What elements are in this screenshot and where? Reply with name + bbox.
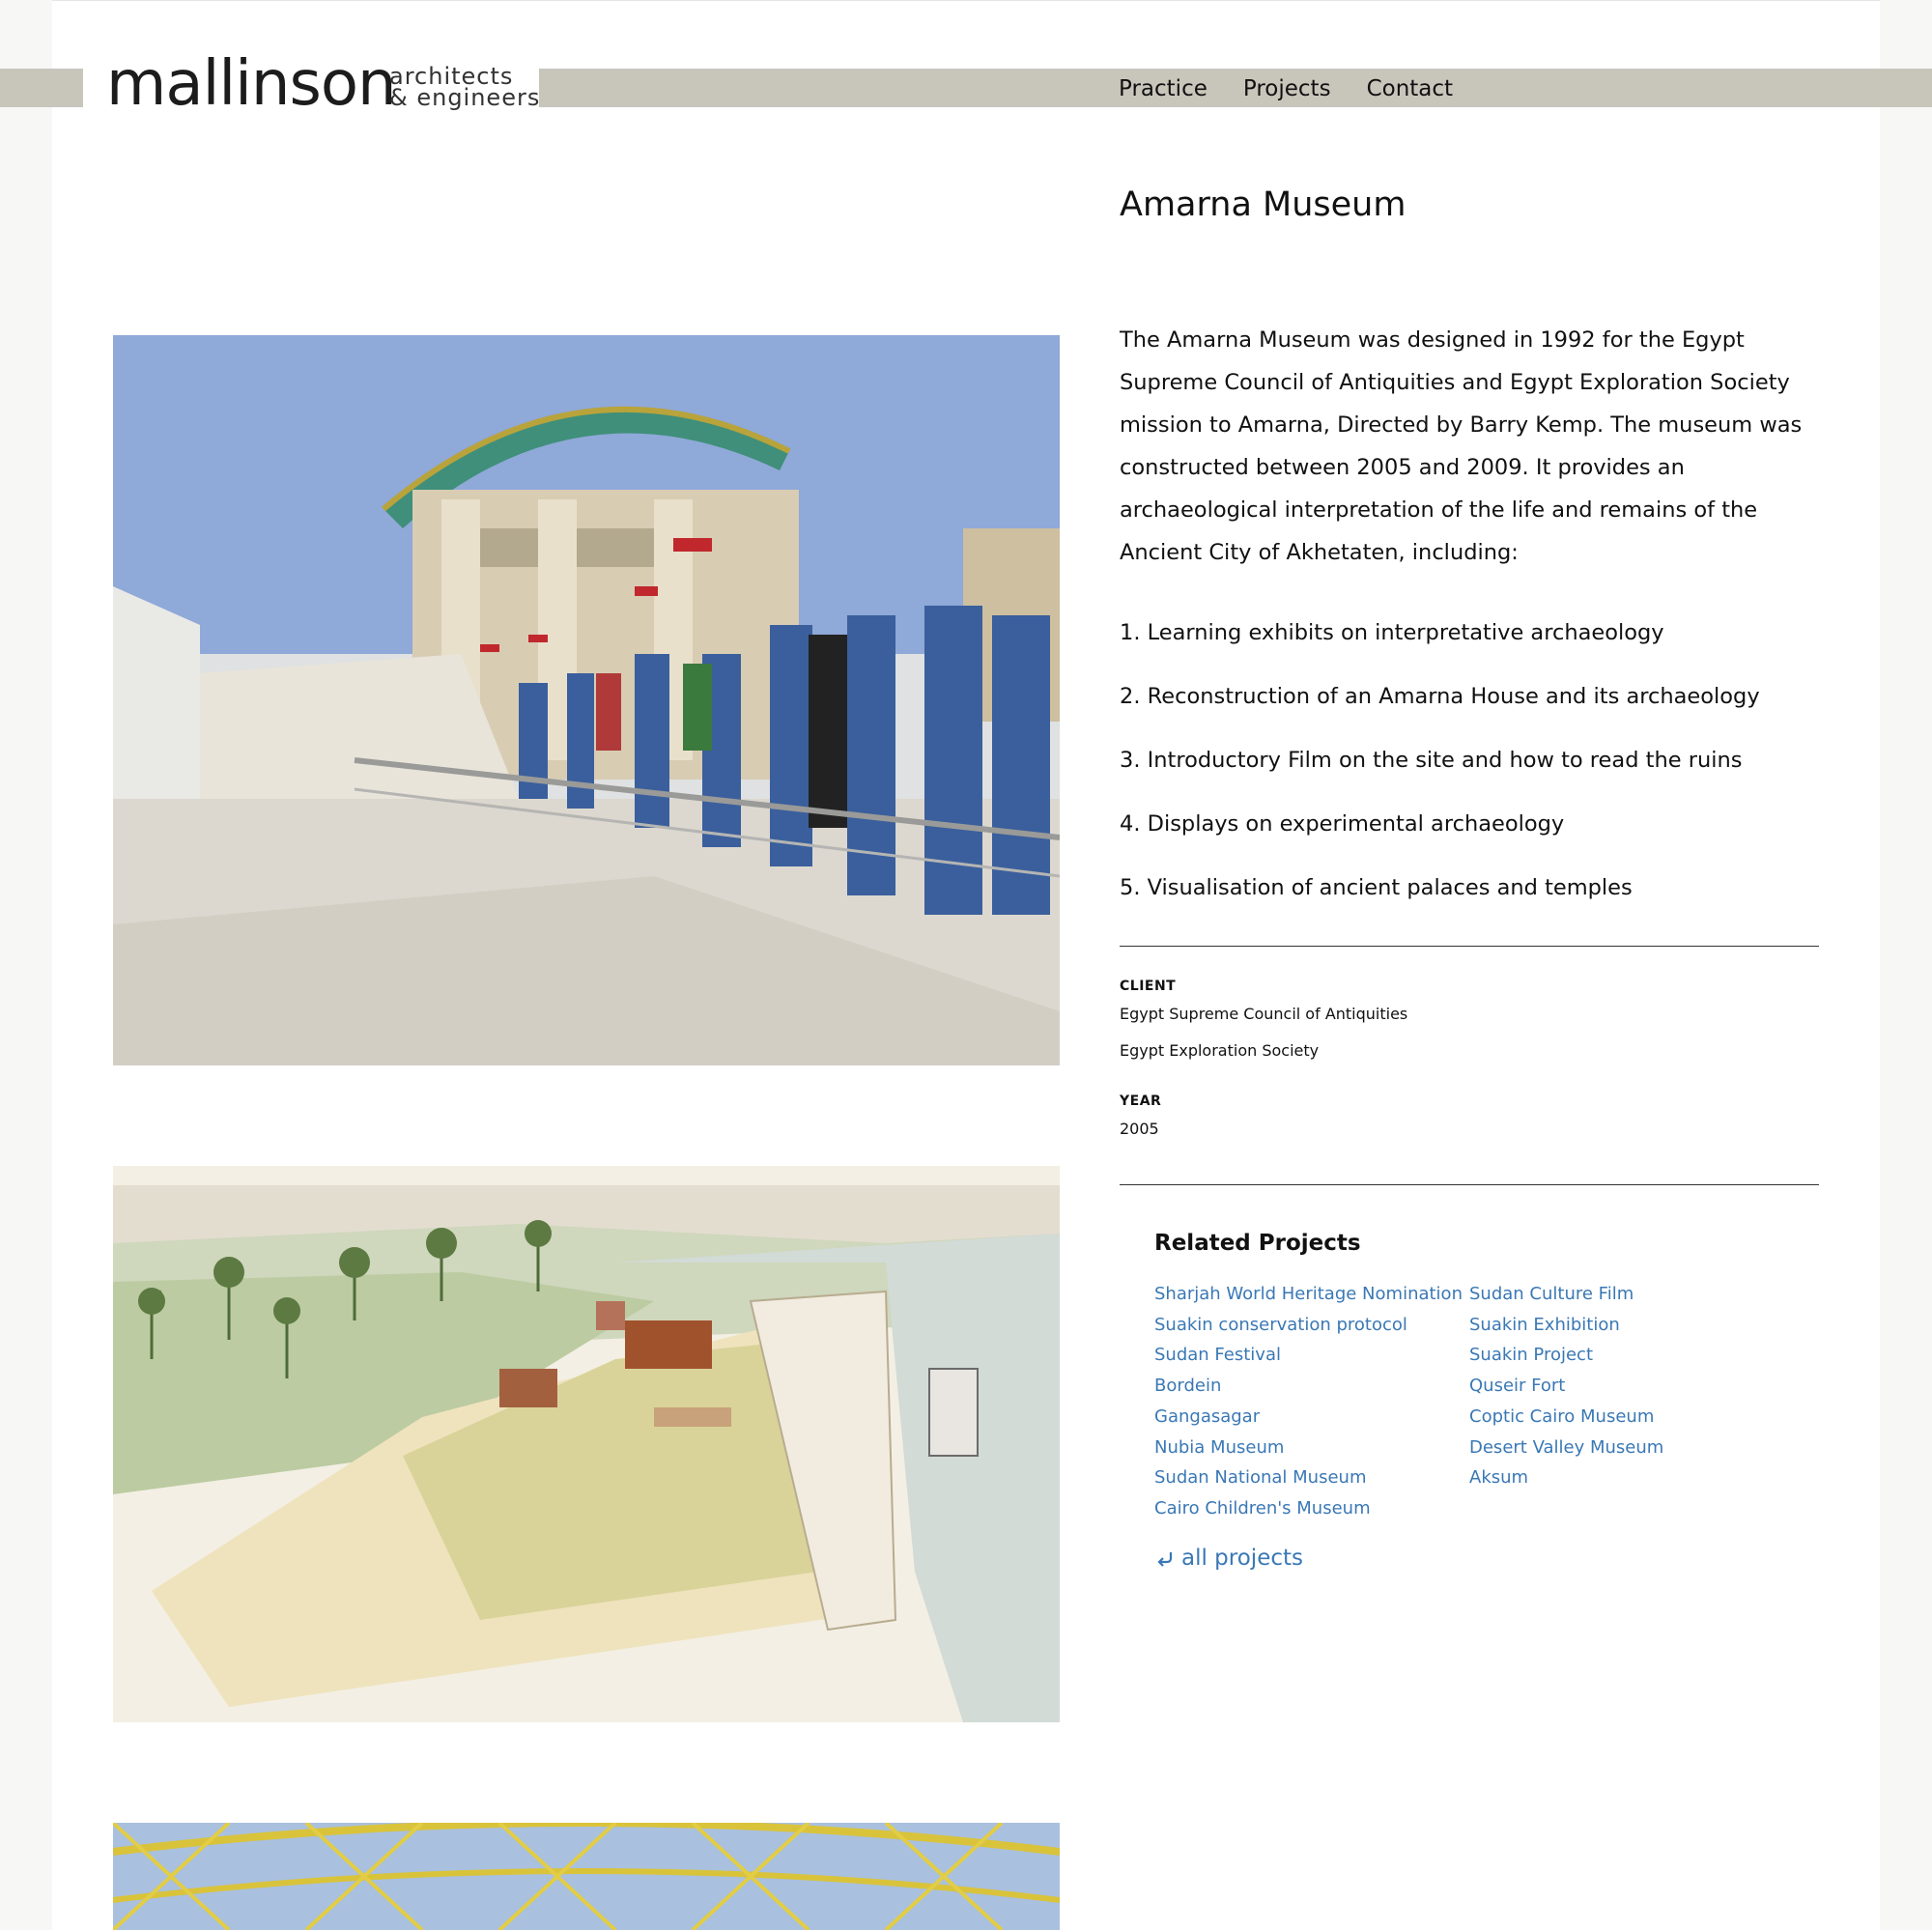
project-photo-museum-entrance[interactable]: [113, 335, 1060, 1065]
divider: [1120, 946, 1819, 947]
logo-wordmark[interactable]: mallinson: [106, 48, 396, 120]
related-project-link[interactable]: Quseir Fort: [1469, 1376, 1566, 1397]
related-projects-list-left: [1154, 1279, 1463, 1524]
feature-item: 4. Displays on experimental archaeology: [1120, 811, 1565, 837]
nav-practice[interactable]: Practice: [1119, 76, 1208, 101]
logo-tagline-line2: & engineers: [389, 84, 541, 111]
related-project-link[interactable]: Bordein: [1154, 1376, 1222, 1397]
related-project-link[interactable]: Sudan National Museum: [1154, 1467, 1367, 1489]
project-intro: The Amarna Museum was designed in 1992 for the Egypt Supreme Council of Antiquities and Egypt Exploration Society mission to Amarna, Directed by Barry Kemp. The museum was constructed between 2005 and 2009. It provides an archaeological interpretation of the life and remains of the Ancient City of Akhetaten, including:: [1120, 327, 1803, 565]
related-project-link[interactable]: Suakin Exhibition: [1469, 1314, 1620, 1335]
related-project-link[interactable]: Suakin Project: [1469, 1345, 1594, 1366]
nav-projects[interactable]: Projects: [1242, 76, 1331, 101]
related-project-link[interactable]: Desert Valley Museum: [1469, 1436, 1664, 1458]
project-sketch-site-overview[interactable]: [113, 1166, 1060, 1722]
return-arrow-icon: [1154, 1547, 1176, 1569]
related-project-link[interactable]: Nubia Museum: [1154, 1436, 1285, 1458]
logo-tagline-line1: architects: [389, 63, 514, 90]
related-projects-heading: Related Projects: [1154, 1231, 1361, 1256]
related-project-link[interactable]: Gangasagar: [1154, 1405, 1261, 1427]
related-project-link[interactable]: Aksum: [1469, 1467, 1529, 1489]
logo-tagline: [389, 63, 541, 111]
main-nav: [1119, 74, 1489, 103]
project-photo-roof-structure[interactable]: [113, 1823, 1060, 1930]
related-project-link[interactable]: Suakin conservation protocol: [1154, 1314, 1407, 1335]
feature-item: 5. Visualisation of ancient palaces and temples: [1120, 875, 1633, 900]
client-label: CLIENT: [1120, 979, 1177, 994]
year-value: 2005: [1120, 1120, 1159, 1138]
feature-item: 2. Reconstruction of an Amarna House and its archaeology: [1120, 684, 1760, 709]
nav-contact[interactable]: Contact: [1366, 76, 1454, 101]
all-projects-link[interactable]: [1154, 1546, 1303, 1571]
related-project-link[interactable]: Sudan Festival: [1154, 1345, 1281, 1366]
feature-list: [1120, 618, 1834, 937]
feature-item: 1. Learning exhibits on interpretative archaeology: [1120, 620, 1664, 645]
related-projects-list-right: [1469, 1279, 1663, 1493]
divider: [1120, 1184, 1819, 1185]
project-title: Amarna Museum: [1120, 185, 1406, 224]
year-label: YEAR: [1120, 1093, 1162, 1109]
related-project-link[interactable]: Coptic Cairo Museum: [1469, 1405, 1655, 1427]
related-project-link[interactable]: Sudan Culture Film: [1469, 1284, 1634, 1304]
related-project-link[interactable]: Sharjah World Heritage Nomination: [1154, 1284, 1463, 1304]
client-value: Egypt Exploration Society: [1120, 1041, 1320, 1060]
all-projects-label: all projects: [1181, 1546, 1303, 1571]
related-project-link[interactable]: Cairo Children's Museum: [1154, 1497, 1371, 1518]
client-value: Egypt Supreme Council of Antiquities: [1120, 1005, 1408, 1023]
feature-item: 3. Introductory Film on the site and how to read the ruins: [1120, 748, 1743, 773]
